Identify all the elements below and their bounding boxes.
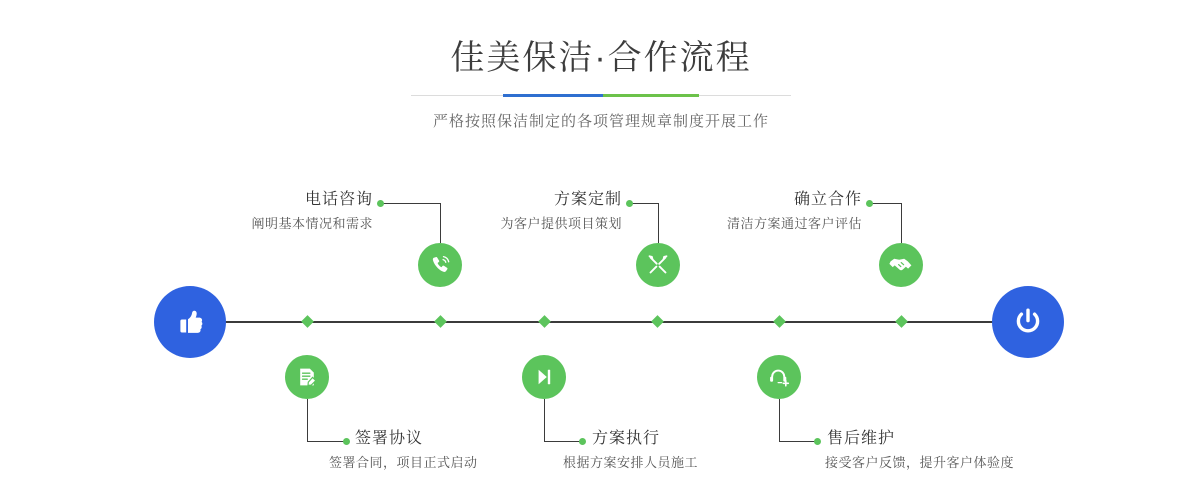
step-2-connector-vertical [307,399,308,441]
step-6-connector-vertical [779,399,780,441]
header [0,0,1202,131]
step-6-label: 售后维护 接受客户反馈，提升客户体验度 [825,430,1015,470]
spine-marker [434,315,447,328]
spine-marker [651,315,664,328]
title-divider [411,94,791,97]
step-3-node[interactable] [636,243,680,287]
step-4-node[interactable] [522,355,566,399]
power-icon [1009,303,1047,341]
spine-marker [773,315,786,328]
customer-service-add-icon [767,365,791,389]
step-2-connector-dot [343,438,350,445]
spine-marker [538,315,551,328]
document-edit-icon [295,365,319,389]
divider-blue-segment [503,94,603,97]
handshake-icon [888,252,914,278]
step-5-connector-horizontal [871,203,901,204]
thumbs-up-icon [172,304,208,340]
step-5-label: 确立合作 清洁方案通过客户评估 [726,191,862,231]
step-4-connector-dot [579,438,586,445]
step-4-connector-horizontal [544,441,582,442]
tools-icon [646,253,670,277]
step-1-node[interactable] [418,243,462,287]
step-1-label: 电话咨询 阐明基本情况和需求 [251,191,373,231]
step-4-connector-vertical [544,399,545,441]
step-3-label: 方案定制 为客户提供项目策划 [500,191,622,231]
step-1-connector-dot [377,200,384,207]
phone-call-icon [428,253,452,277]
step-2-connector-horizontal [307,441,346,442]
step-6-connector-horizontal [779,441,817,442]
step-6-node[interactable] [757,355,801,399]
page-title: 佳美保洁·合作流程 [450,39,752,77]
divider-green-segment [603,94,699,97]
step-3-connector-vertical [658,203,659,243]
step-5-connector-vertical [901,203,902,243]
step-2-label: 签署协议 签署合同，项目正式启动 [329,430,478,470]
spine-marker [895,315,908,328]
flow-end-badge [992,286,1064,358]
flow-start-badge [154,286,226,358]
step-3-connector-horizontal [630,203,658,204]
step-3-connector-dot [626,200,633,207]
step-5-connector-dot [866,200,873,207]
step-4-label: 方案执行 根据方案安排人员施工 [563,430,699,470]
step-2-node[interactable] [285,355,329,399]
play-skip-icon [532,365,556,389]
step-6-connector-dot [814,438,821,445]
page-subtitle: 严格按照保洁制定的各项管理规章制度开展工作 [432,113,769,130]
spine-marker [301,315,314,328]
step-5-node[interactable] [879,243,923,287]
